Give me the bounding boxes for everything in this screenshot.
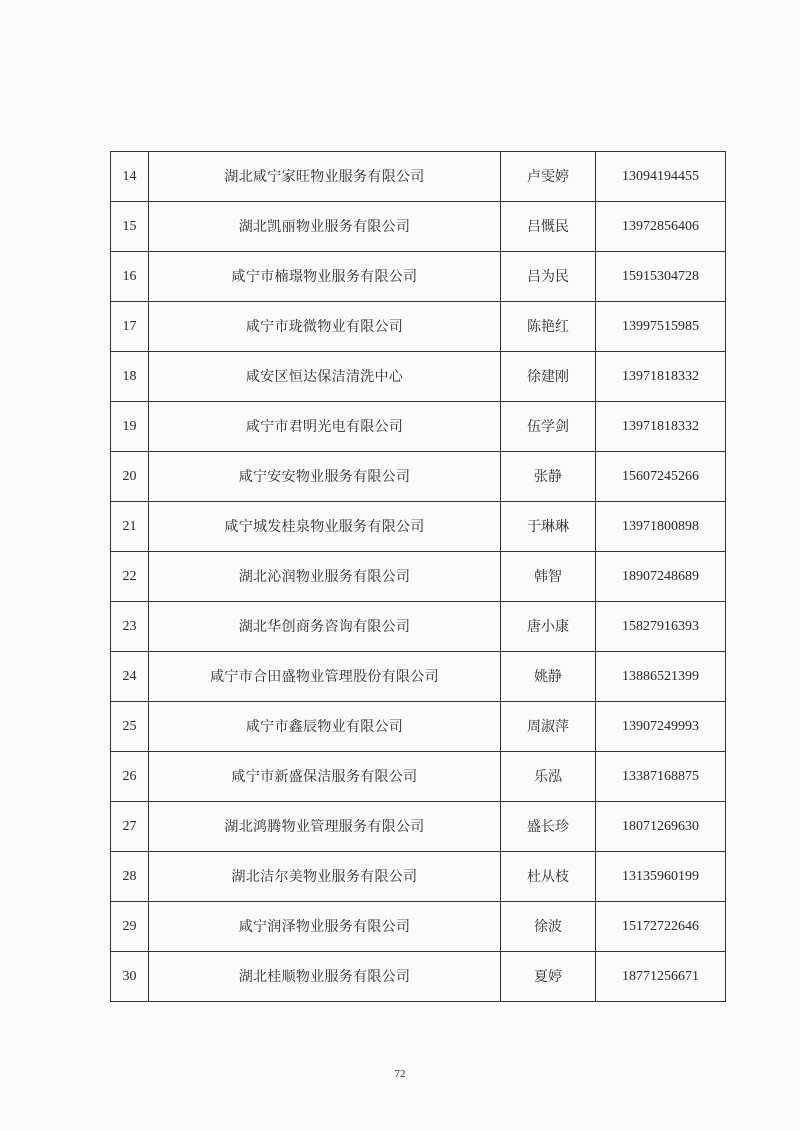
phone-number-cell: 15827916393 bbox=[596, 602, 726, 652]
company-name-cell: 咸安区恒达保洁清洗中心 bbox=[149, 352, 501, 402]
row-number-cell: 21 bbox=[111, 502, 149, 552]
company-name-cell: 咸宁市合田盛物业管理股份有限公司 bbox=[149, 652, 501, 702]
company-name-cell: 咸宁市新盛保洁服务有限公司 bbox=[149, 752, 501, 802]
company-name-cell: 湖北鸿腾物业管理服务有限公司 bbox=[149, 802, 501, 852]
row-number-cell: 19 bbox=[111, 402, 149, 452]
phone-number-cell: 13387168875 bbox=[596, 752, 726, 802]
phone-number-cell: 18071269630 bbox=[596, 802, 726, 852]
table-row bbox=[111, 402, 726, 452]
phone-number-cell: 13094194455 bbox=[596, 152, 726, 202]
table-row bbox=[111, 452, 726, 502]
company-name-cell: 湖北凯丽物业服务有限公司 bbox=[149, 202, 501, 252]
row-number-cell: 23 bbox=[111, 602, 149, 652]
row-number-cell: 20 bbox=[111, 452, 149, 502]
phone-number-cell: 15607245266 bbox=[596, 452, 726, 502]
phone-number-cell: 13971818332 bbox=[596, 402, 726, 452]
company-name-cell: 咸宁市珑微物业有限公司 bbox=[149, 302, 501, 352]
table-row bbox=[111, 352, 726, 402]
contact-person-cell: 乐泓 bbox=[501, 752, 596, 802]
table-row bbox=[111, 252, 726, 302]
contact-person-cell: 韩智 bbox=[501, 552, 596, 602]
table-row bbox=[111, 202, 726, 252]
phone-number-cell: 13907249993 bbox=[596, 702, 726, 752]
phone-number-cell: 13135960199 bbox=[596, 852, 726, 902]
contact-person-cell: 吕为民 bbox=[501, 252, 596, 302]
company-contact-table bbox=[110, 151, 726, 1002]
row-number-cell: 27 bbox=[111, 802, 149, 852]
table-row bbox=[111, 552, 726, 602]
row-number-cell: 29 bbox=[111, 902, 149, 952]
contact-person-cell: 吕慨民 bbox=[501, 202, 596, 252]
contact-person-cell: 张静 bbox=[501, 452, 596, 502]
company-name-cell: 咸宁市鑫辰物业有限公司 bbox=[149, 702, 501, 752]
row-number-cell: 16 bbox=[111, 252, 149, 302]
table-row bbox=[111, 752, 726, 802]
table-body bbox=[111, 152, 726, 1002]
row-number-cell: 25 bbox=[111, 702, 149, 752]
table-row bbox=[111, 502, 726, 552]
row-number-cell: 24 bbox=[111, 652, 149, 702]
row-number-cell: 17 bbox=[111, 302, 149, 352]
phone-number-cell: 15915304728 bbox=[596, 252, 726, 302]
company-name-cell: 咸宁城发桂泉物业服务有限公司 bbox=[149, 502, 501, 552]
table-row bbox=[111, 902, 726, 952]
table-row bbox=[111, 602, 726, 652]
contact-person-cell: 盛长珍 bbox=[501, 802, 596, 852]
phone-number-cell: 13886521399 bbox=[596, 652, 726, 702]
contact-person-cell: 陈艳红 bbox=[501, 302, 596, 352]
company-name-cell: 湖北沁润物业服务有限公司 bbox=[149, 552, 501, 602]
contact-person-cell: 夏婷 bbox=[501, 952, 596, 1002]
row-number-cell: 18 bbox=[111, 352, 149, 402]
table-row bbox=[111, 852, 726, 902]
table-row bbox=[111, 652, 726, 702]
table-row bbox=[111, 802, 726, 852]
row-number-cell: 15 bbox=[111, 202, 149, 252]
company-name-cell: 湖北桂顺物业服务有限公司 bbox=[149, 952, 501, 1002]
table-row bbox=[111, 302, 726, 352]
table-row bbox=[111, 702, 726, 752]
table-row bbox=[111, 952, 726, 1002]
company-name-cell: 咸宁市楠璟物业服务有限公司 bbox=[149, 252, 501, 302]
contact-person-cell: 唐小康 bbox=[501, 602, 596, 652]
company-name-cell: 湖北洁尔美物业服务有限公司 bbox=[149, 852, 501, 902]
company-name-cell: 咸宁市君明光电有限公司 bbox=[149, 402, 501, 452]
contact-person-cell: 卢雯婷 bbox=[501, 152, 596, 202]
company-name-cell: 湖北华创商务咨询有限公司 bbox=[149, 602, 501, 652]
phone-number-cell: 13972856406 bbox=[596, 202, 726, 252]
row-number-cell: 28 bbox=[111, 852, 149, 902]
phone-number-cell: 13997515985 bbox=[596, 302, 726, 352]
company-name-cell: 湖北咸宁家旺物业服务有限公司 bbox=[149, 152, 501, 202]
phone-number-cell: 18907248689 bbox=[596, 552, 726, 602]
contact-person-cell: 周淑萍 bbox=[501, 702, 596, 752]
row-number-cell: 26 bbox=[111, 752, 149, 802]
contact-person-cell: 伍学剑 bbox=[501, 402, 596, 452]
contact-person-cell: 于琳琳 bbox=[501, 502, 596, 552]
company-name-cell: 咸宁安安物业服务有限公司 bbox=[149, 452, 501, 502]
row-number-cell: 14 bbox=[111, 152, 149, 202]
phone-number-cell: 18771256671 bbox=[596, 952, 726, 1002]
company-name-cell: 咸宁润泽物业服务有限公司 bbox=[149, 902, 501, 952]
phone-number-cell: 13971800898 bbox=[596, 502, 726, 552]
contact-person-cell: 杜从枝 bbox=[501, 852, 596, 902]
contact-person-cell: 姚静 bbox=[501, 652, 596, 702]
phone-number-cell: 15172722646 bbox=[596, 902, 726, 952]
phone-number-cell: 13971818332 bbox=[596, 352, 726, 402]
row-number-cell: 30 bbox=[111, 952, 149, 1002]
page-number: 72 bbox=[394, 1068, 406, 1080]
table-row bbox=[111, 152, 726, 202]
row-number-cell: 22 bbox=[111, 552, 149, 602]
contact-person-cell: 徐建刚 bbox=[501, 352, 596, 402]
contact-person-cell: 徐波 bbox=[501, 902, 596, 952]
